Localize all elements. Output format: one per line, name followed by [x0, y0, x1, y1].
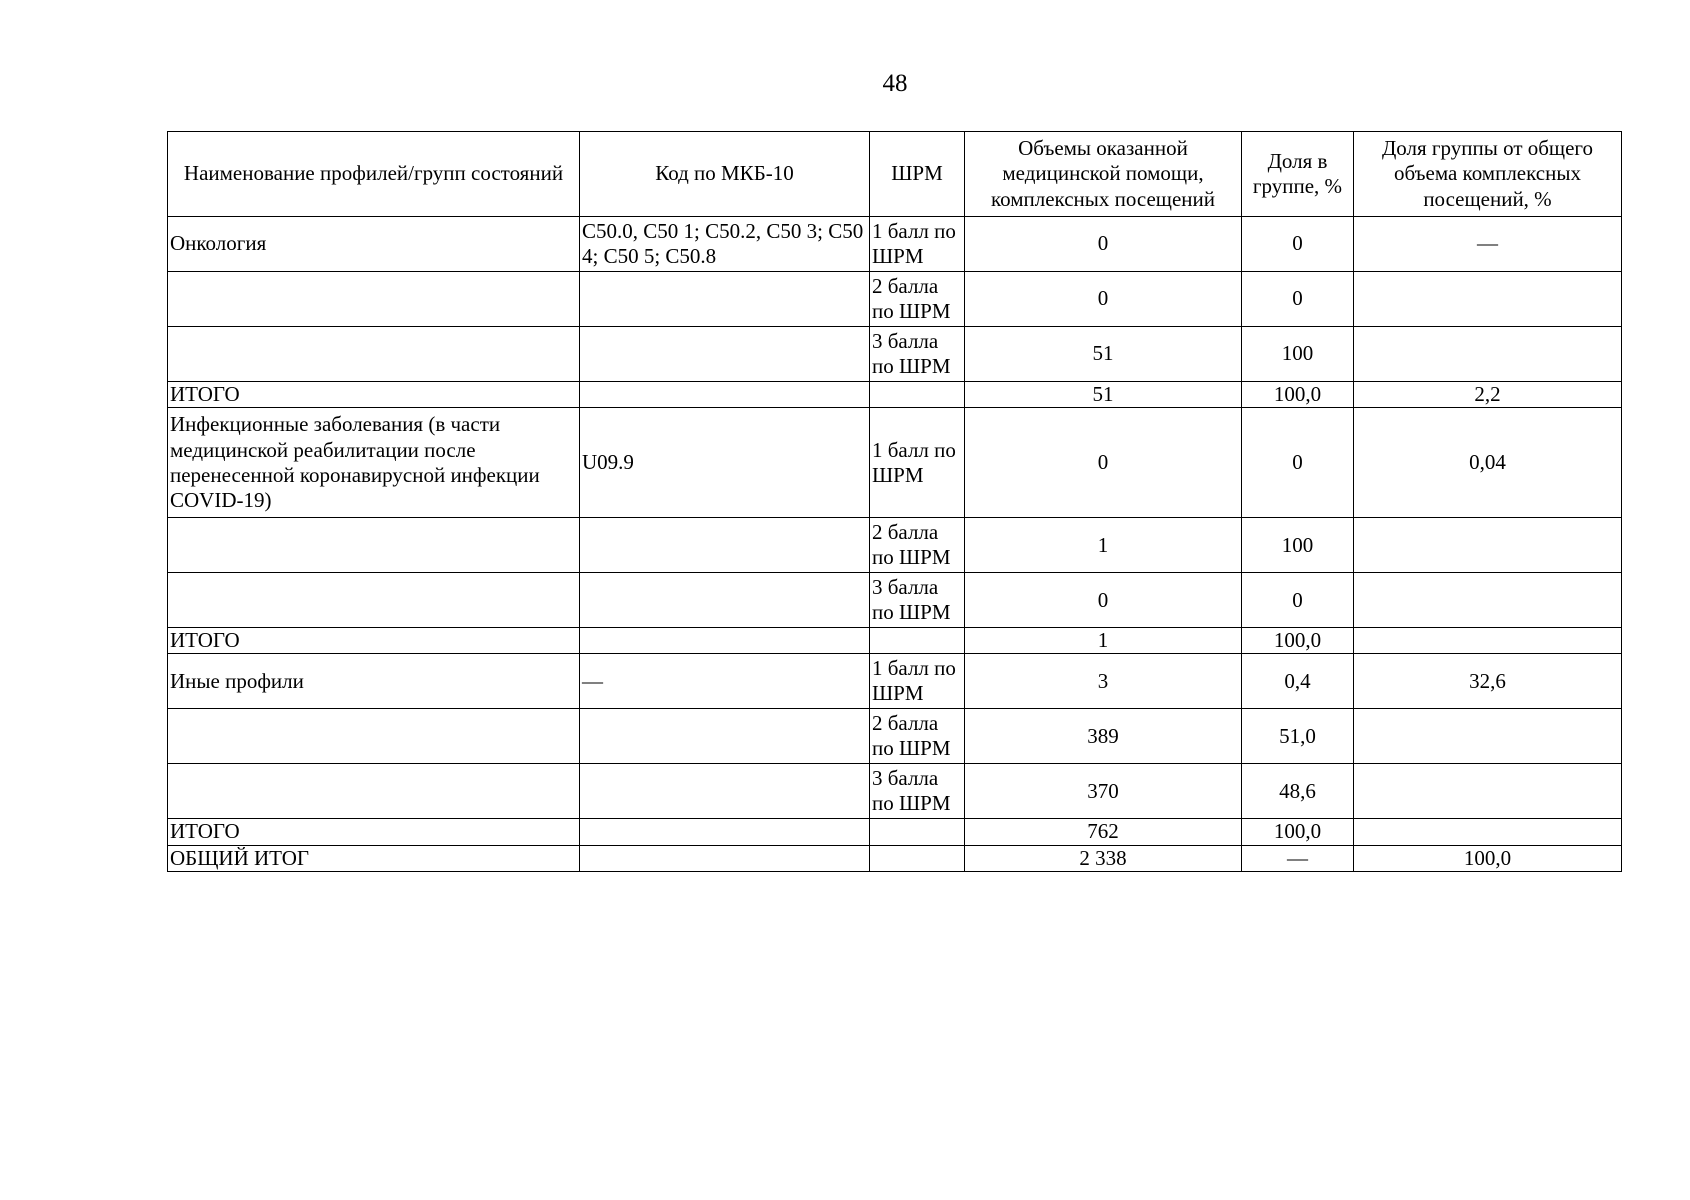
total-share-cell: 32,6 [1354, 654, 1622, 709]
volume-cell: 0 [965, 217, 1242, 272]
shrm-cell: 3 балла по ШРМ [870, 573, 965, 628]
profile-name-cell [168, 573, 580, 628]
table-row [168, 408, 1622, 518]
header-volume: Объемы оказанной медицинской помощи, комплексных посещений [965, 132, 1242, 217]
total-share-cell [1354, 628, 1622, 654]
table-row [168, 845, 1622, 871]
table-row [168, 518, 1622, 573]
volume-cell: 51 [965, 382, 1242, 408]
shrm-cell: 2 балла по ШРМ [870, 709, 965, 764]
total-share-cell: 0,04 [1354, 408, 1622, 518]
shrm-cell: 1 балл по ШРМ [870, 217, 965, 272]
table-row [168, 573, 1622, 628]
group-share-cell: 100 [1242, 518, 1354, 573]
group-share-cell: 0,4 [1242, 654, 1354, 709]
table-row [168, 382, 1622, 408]
profile-name-cell: Иные профили [168, 654, 580, 709]
icd10-code-cell: С50.0, С50 1; С50.2, С50 3; С50 4; С50 5; С50.8 [580, 217, 870, 272]
profile-name-cell [168, 327, 580, 382]
table-row [168, 272, 1622, 327]
volume-cell: 0 [965, 573, 1242, 628]
profile-name-cell [168, 764, 580, 819]
volume-cell: 370 [965, 764, 1242, 819]
total-share-cell [1354, 819, 1622, 845]
volume-cell: 389 [965, 709, 1242, 764]
shrm-cell [870, 845, 965, 871]
icd10-code-cell [580, 628, 870, 654]
shrm-cell: 3 балла по ШРМ [870, 327, 965, 382]
total-share-cell [1354, 709, 1622, 764]
table-row [168, 327, 1622, 382]
group-share-cell: 51,0 [1242, 709, 1354, 764]
volume-cell: 1 [965, 518, 1242, 573]
header-group-share: Доля в группе, % [1242, 132, 1354, 217]
shrm-cell: 2 балла по ШРМ [870, 518, 965, 573]
volume-cell: 762 [965, 819, 1242, 845]
table-row [168, 628, 1622, 654]
shrm-cell [870, 819, 965, 845]
group-share-cell: — [1242, 845, 1354, 871]
total-share-cell [1354, 573, 1622, 628]
volume-cell: 0 [965, 408, 1242, 518]
profile-name-cell [168, 709, 580, 764]
total-share-cell [1354, 327, 1622, 382]
total-share-cell: — [1354, 217, 1622, 272]
header-total-share: Доля группы от общего объема комплексных посещений, % [1354, 132, 1622, 217]
total-share-cell [1354, 272, 1622, 327]
group-share-cell: 48,6 [1242, 764, 1354, 819]
page-number: 48 [882, 70, 908, 97]
total-share-cell [1354, 764, 1622, 819]
icd10-code-cell [580, 819, 870, 845]
table-body [168, 217, 1622, 872]
profile-name-cell [168, 518, 580, 573]
group-share-cell: 0 [1242, 217, 1354, 272]
profile-name-cell: Инфекционные заболевания (в части медицинской реабилитации после перенесенной коронавирусной инфекции COVID-19) [168, 408, 580, 518]
group-share-cell: 100,0 [1242, 628, 1354, 654]
shrm-cell: 1 балл по ШРМ [870, 654, 965, 709]
group-share-cell: 100,0 [1242, 382, 1354, 408]
table-row [168, 654, 1622, 709]
report-table [167, 131, 1622, 872]
profile-name-cell: ИТОГО [168, 628, 580, 654]
group-share-cell: 100,0 [1242, 819, 1354, 845]
icd10-code-cell [580, 845, 870, 871]
volume-cell: 0 [965, 272, 1242, 327]
table-row [168, 764, 1622, 819]
icd10-code-cell: — [580, 654, 870, 709]
icd10-code-cell [580, 272, 870, 327]
header-shrm: ШРМ [870, 132, 965, 217]
profile-name-cell: ИТОГО [168, 819, 580, 845]
table-header-row [168, 132, 1622, 217]
group-share-cell: 0 [1242, 272, 1354, 327]
icd10-code-cell: U09.9 [580, 408, 870, 518]
shrm-cell: 2 балла по ШРМ [870, 272, 965, 327]
profile-name-cell [168, 272, 580, 327]
icd10-code-cell [580, 573, 870, 628]
volume-cell: 2 338 [965, 845, 1242, 871]
shrm-cell [870, 382, 965, 408]
shrm-cell: 1 балл по ШРМ [870, 408, 965, 518]
icd10-code-cell [580, 764, 870, 819]
profile-name-cell: Онкология [168, 217, 580, 272]
group-share-cell: 0 [1242, 573, 1354, 628]
icd10-code-cell [580, 518, 870, 573]
volume-cell: 3 [965, 654, 1242, 709]
total-share-cell: 2,2 [1354, 382, 1622, 408]
volume-cell: 51 [965, 327, 1242, 382]
profile-name-cell: ИТОГО [168, 382, 580, 408]
total-share-cell [1354, 518, 1622, 573]
header-profile-name: Наименование профилей/групп состояний [168, 132, 580, 217]
total-share-cell: 100,0 [1354, 845, 1622, 871]
icd10-code-cell [580, 327, 870, 382]
shrm-cell: 3 балла по ШРМ [870, 764, 965, 819]
volume-cell: 1 [965, 628, 1242, 654]
header-icd10-code: Код по МКБ-10 [580, 132, 870, 217]
group-share-cell: 100 [1242, 327, 1354, 382]
icd10-code-cell [580, 382, 870, 408]
table-row [168, 217, 1622, 272]
profile-name-cell: ОБЩИЙ ИТОГ [168, 845, 580, 871]
table-row [168, 709, 1622, 764]
group-share-cell: 0 [1242, 408, 1354, 518]
table-row [168, 819, 1622, 845]
icd10-code-cell [580, 709, 870, 764]
shrm-cell [870, 628, 965, 654]
